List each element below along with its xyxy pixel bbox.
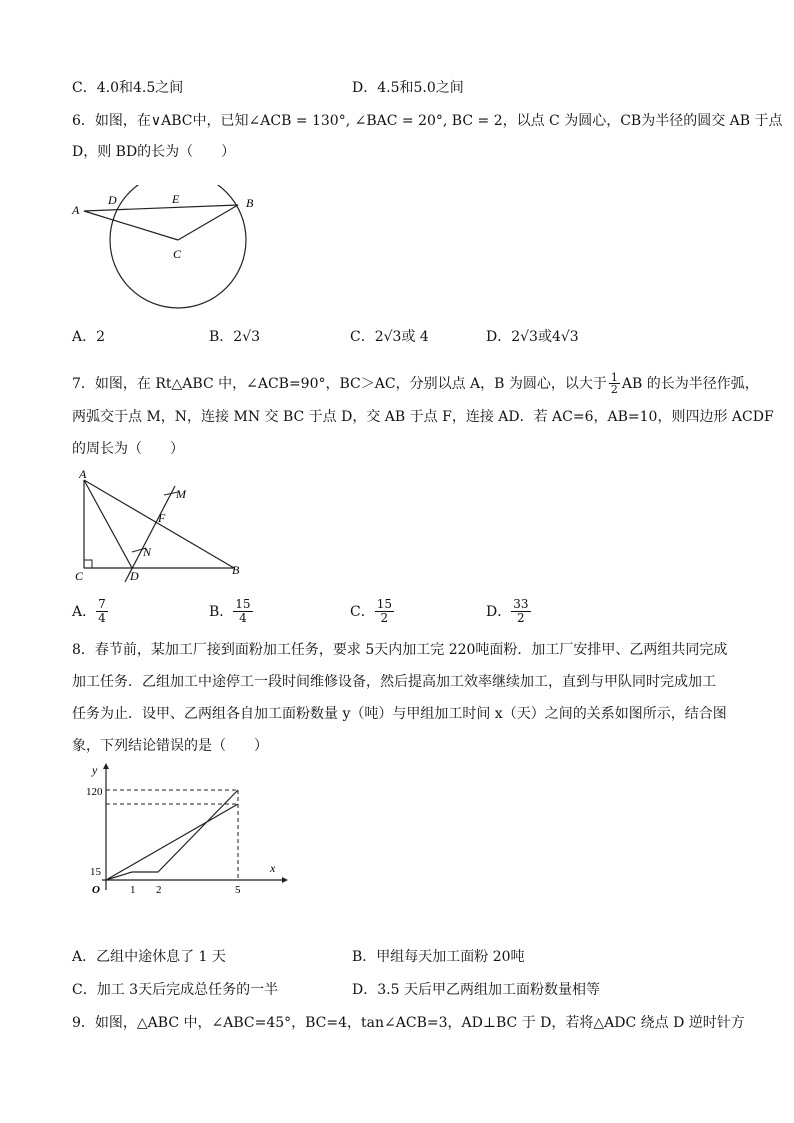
q7-option-a-fraction [96,598,108,625]
q5-option-c: C．4.0和4.5之间 [72,80,184,96]
q7-label-n: N [143,545,152,559]
q8-label-y: y [92,763,98,777]
q8-option-c: C．加工 3天后完成总任务的一半 [72,982,279,998]
q6-option-b: B．2√3 [209,329,261,345]
q7-option-d-den: 2 [517,611,525,625]
q8-tick-5: 5 [235,884,241,896]
q7-label-d: D [130,569,139,583]
q7-option-d-num: 33 [513,597,529,611]
q7-option-c-label: C． [350,603,375,620]
q8-stem-line1: 8．春节前，某加工厂接到面粉加工任务，要求 5天内加工完 220吨面粉．加工厂安排甲、乙两组共同完成 [72,642,728,658]
q6-option-d: D．2√3或4√3 [486,329,579,345]
q5-option-d: D．4.5和5.0之间 [352,80,464,96]
q7-option-d-label: D． [486,603,512,620]
q8-graph [70,760,290,900]
q8-x-arrow [282,877,288,883]
q6-label-c: C [173,247,182,261]
q8-option-b: B．甲组每天加工面粉 20吨 [352,949,525,965]
q7-label-f: F [158,511,166,525]
q7-option-a-label: A． [72,603,97,620]
q7-stem-line3: 的周长为（ ） [72,441,184,457]
q7-label-c: C [75,569,84,583]
q8-stem-line2: 加工任务．乙组加工中途停工一段时间维修设备，然后提高加工效率继续加工，直到与甲队同时完成加工 [72,674,716,690]
q7-fraction-half [609,372,620,395]
q6-label-b: B [246,196,254,210]
q7-stem-line1-part1: 7．如图，在 Rt△ABC 中，∠ACB=90°，BC＞AC，分别以点 A，B 为圆心，以大于 [72,375,607,392]
q8-option-a: A．乙组中途休息了 1 天 [72,949,226,965]
q8-tick-120: 120 [86,786,103,798]
q6-option-c: C．2√3或 4 [350,329,429,345]
q9-stem-line1: 9．如图，△ABC 中，∠ABC=45°，BC=4，tan∠ACB=3，AD⊥BC 于 D，若将△ADC 绕点 D 逆时针方 [72,1015,745,1031]
q7-stem-line2: 两弧交于点 M，N，连接 MN 交 BC 于点 D，交 AB 于点 F，连接 AD．若 AC=6，AB=10，则四边形 ACDF [72,409,774,425]
q7-right-angle-mark [84,560,92,568]
q7-option-a [72,598,108,625]
q7-option-d [486,598,531,625]
q7-stem-line1-part2: AB 的长为半径作弧， [621,375,759,392]
q7-label-b: B [232,563,240,577]
q8-stem-line3: 任务为止．设甲、乙两组各自加工面粉数量 y（吨）与甲组加工时间 x（天）之间的关系如图所示，结合图 [72,706,727,722]
q8-line-group-jia [106,804,238,880]
q6-segment-cb [178,205,238,240]
q8-label-x: x [270,861,276,875]
q6-label-d: D [108,193,117,207]
q7-option-b-den: 4 [239,611,247,625]
q7-fraction-den: 2 [610,383,618,396]
q6-label-a: A [72,203,80,217]
q6-label-e: E [172,192,180,206]
q7-option-b-fraction [233,598,252,625]
q7-option-c-num: 15 [376,597,392,611]
q7-label-a: A [79,468,87,481]
q7-label-m: M [176,487,186,501]
q7-option-c-fraction [375,598,394,625]
q6-option-a: A．2 [72,329,106,345]
q7-option-a-num: 7 [98,597,106,611]
q8-tick-15: 15 [90,866,101,878]
q7-segment-ad [84,480,132,568]
q7-figure [68,468,248,583]
q7-option-c-den: 2 [380,611,389,625]
q7-fraction-num: 1 [610,371,618,384]
q8-label-origin: O [92,884,100,896]
q6-stem-line1: 6．如图，在∨ABC中，已知∠ACB = 130°, ∠BAC = 20°, BC = 2，以点 C 为圆心，CB为半径的圆交 AB 于点 [72,113,783,129]
q8-option-d: D．3.5 天后甲乙两组加工面粉数量相等 [352,982,600,998]
q8-tick-1: 1 [130,884,136,896]
q7-option-b-label: B． [209,603,234,620]
q7-stem-line1 [72,372,759,395]
q8-tick-2: 2 [156,884,162,896]
q6-segment-ac [84,211,178,240]
q8-stem-line4: 象，下列结论错误的是（ ） [72,738,268,754]
q7-option-b [209,598,253,625]
q8-y-arrow [103,763,109,769]
q7-option-c [350,598,394,625]
q6-stem-line2: D，则 BD的长为（ ） [72,144,236,160]
q6-figure [68,185,278,315]
q7-option-d-fraction [511,598,530,625]
q7-option-b-num: 15 [235,597,251,611]
q7-option-a-den: 4 [98,611,106,625]
